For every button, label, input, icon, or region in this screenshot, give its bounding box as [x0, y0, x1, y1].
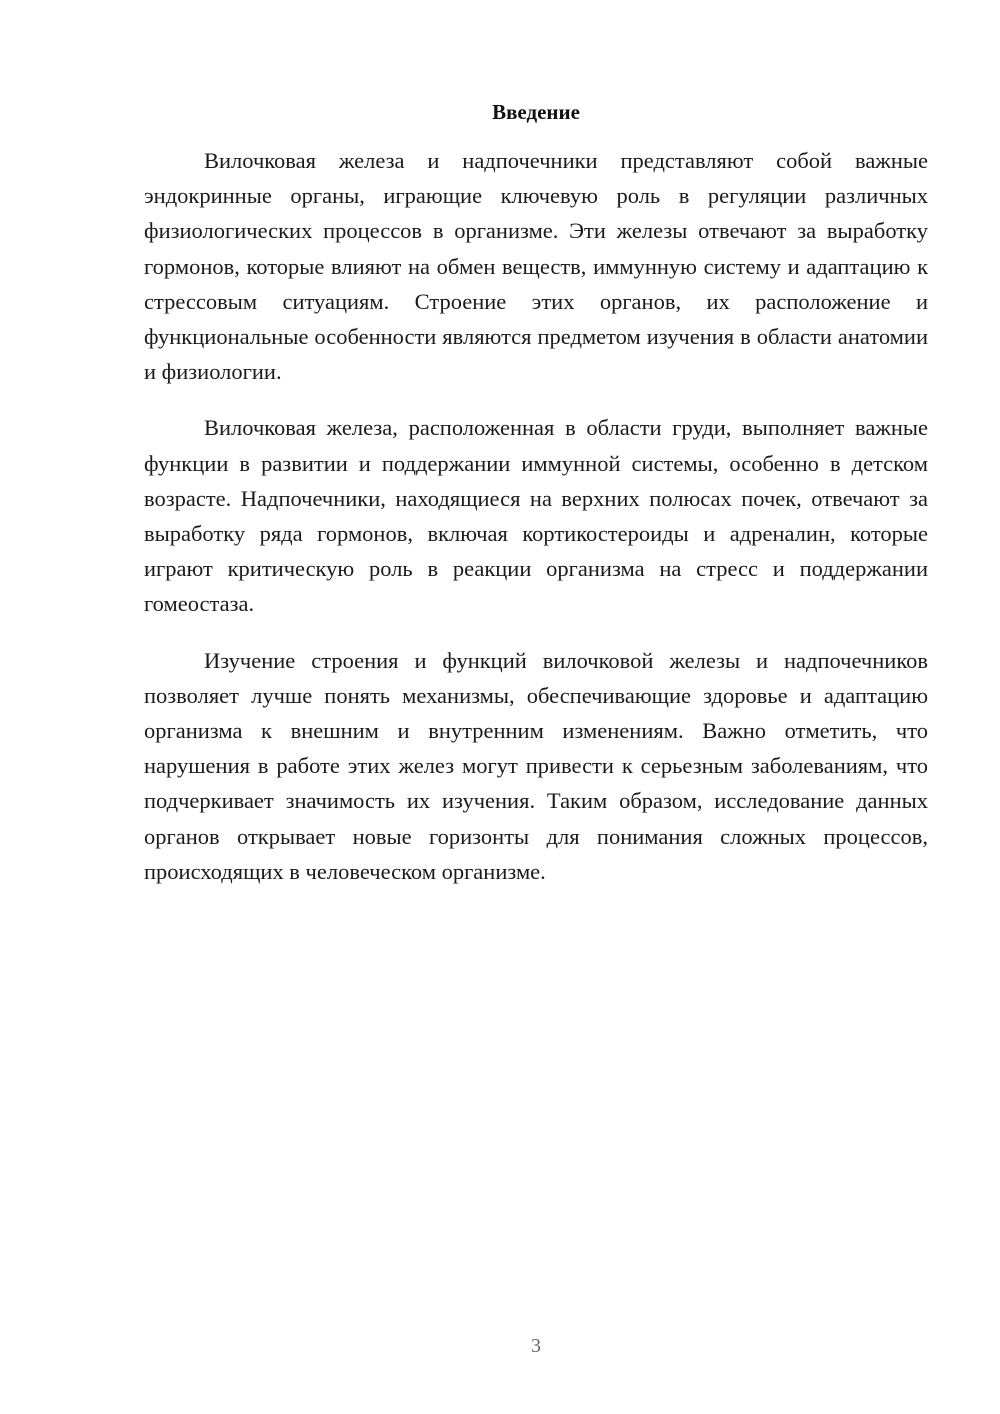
- paragraph-1: Вилочковая железа и надпочечники представляют собой важные эндокринные органы, играющие ключевую роль в регуляции различных физиологических процессов в организме. Эти железы отвечают за выработку гормонов, которые влияют на обмен веществ, иммунную систему и адаптацию к стрессовым ситуациям. Строение этих органов, их расположение и функциональные особенности являются предметом изучения в области анатомии и физиологии.: [144, 148, 928, 385]
- section-heading: Введение: [492, 100, 580, 124]
- paragraph-2: Вилочковая железа, расположенная в области груди, выполняет важные функции в развитии и поддержании иммунной системы, особенно в детском возрасте. Надпочечники, находящиеся на верхних полюсах почек, отвечают за выработку ряда гормонов, включая кортикостероиды и адреналин, которые играют критическую роль в реакции организма на стресс и поддержании гомеостаза.: [144, 415, 928, 617]
- body-text: [144, 143, 928, 910]
- page-number: 3: [531, 1335, 541, 1357]
- paragraph-3: Изучение строения и функций вилочковой железы и надпочечников позволяет лучше понять механизмы, обеспечивающие здоровье и адаптацию организма к внешним и внутренним изменениям. Важно отметить, что нарушения в работе этих желез могут привести к серьезным заболеваниям, что подчеркивает значимость их изучения. Таким образом, исследование данных органов открывает новые горизонты для понимания сложных процессов, происходящих в человеческом организме.: [144, 647, 928, 884]
